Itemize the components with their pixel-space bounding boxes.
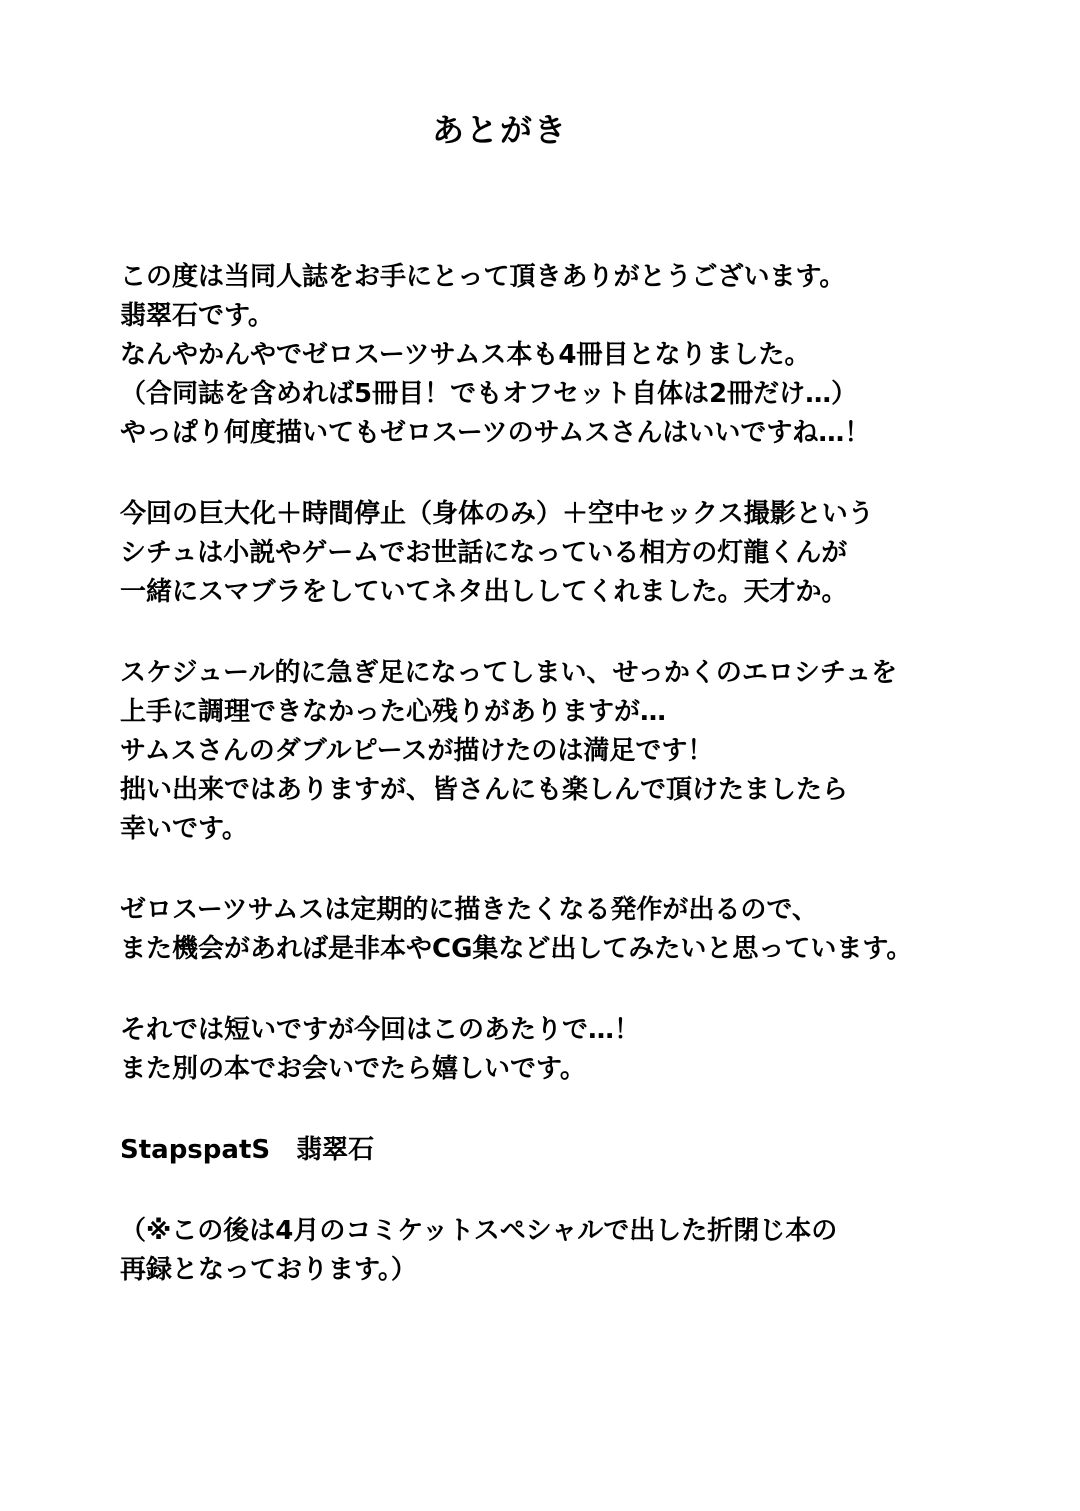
- paragraph-schedule: [120, 654, 1020, 849]
- paragraph-note: [120, 1212, 1020, 1290]
- text-line: また別の本でお会いでたら嬉しいです。: [120, 1054, 586, 1084]
- paragraph-concept: [120, 495, 1020, 612]
- page-title: あとがき: [431, 111, 568, 149]
- text-line: 上手に調理できなかった心残りがありますが…: [120, 697, 667, 727]
- paragraph-greeting: [120, 258, 1020, 453]
- text-line: スケジュール的に急ぎ足になってしまい、せっかくのエロシチュを: [120, 658, 898, 688]
- text-line: それでは短いですが今回はこのあたりで…！: [120, 1015, 641, 1045]
- text-line: ゼロスーツサムスは定期的に描きたくなる発作が出るので、: [120, 895, 818, 925]
- paragraph-closing: [120, 1011, 1020, 1089]
- text-line: また機会があれば是非本やCG集など出してみたいと思っています。: [120, 934, 913, 964]
- text-line: 幸いです。: [120, 814, 248, 844]
- text-line: （合同誌を含めれば5冊目！でもオフセット自体は2冊だけ…）: [120, 379, 858, 409]
- signature: [120, 1131, 1020, 1170]
- text-line: やっぱり何度描いてもゼロスーツのサムスさんはいいですね…！: [120, 418, 871, 448]
- text-line: なんやかんやでゼロスーツサムス本も4冊目となりました。: [120, 340, 811, 370]
- text-line: 翡翠石です。: [120, 301, 274, 331]
- author-signature: StapspatS 翡翠石: [120, 1135, 375, 1165]
- text-line: （※この後は4月のコミケットスペシャルで出した折閉じ本の: [120, 1216, 838, 1246]
- text-line: 一緒にスマブラをしていてネタ出ししてくれました。天才か。: [120, 577, 848, 607]
- text-line: 再録となっております。）: [120, 1255, 417, 1285]
- text-line: 拙い出来ではありますが、皆さんにも楽しんで頂けたましたら: [120, 775, 849, 805]
- text-line: 今回の巨大化＋時間停止（身体のみ）＋空中セックス撮影という: [120, 499, 874, 529]
- afterword-body: [120, 258, 1020, 1332]
- paragraph-future: [120, 891, 1020, 969]
- text-line: この度は当同人誌をお手にとって頂きありがとうございます。: [120, 262, 846, 292]
- text-line: サムスさんのダブルピースが描けたのは満足です！: [120, 736, 714, 766]
- text-line: シチュは小説やゲームでお世話になっている相方の灯龍くんが: [120, 538, 848, 568]
